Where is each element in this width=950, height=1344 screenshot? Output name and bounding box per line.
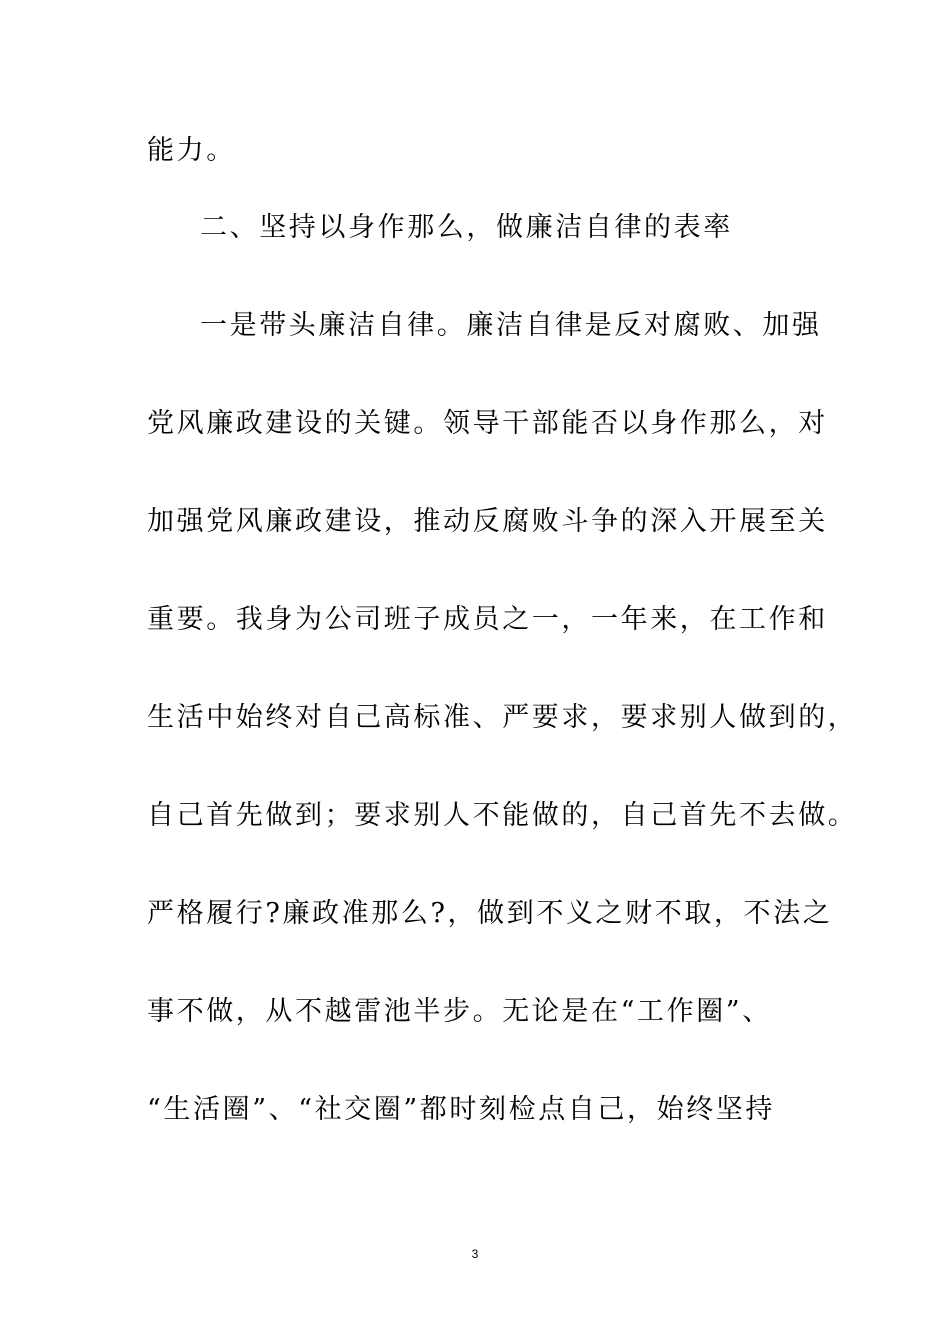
text-line-8: 自己首先做到；要求别人不能做的，自己首先不去做。 xyxy=(147,800,858,831)
text-line-6: 重要。我身为公司班子成员之一，一年来，在工作和 xyxy=(147,604,828,635)
text-line-4: 党风廉政建设的关键。领导干部能否以身作那么，对 xyxy=(147,408,828,439)
page-number: 3 xyxy=(471,1247,479,1261)
text-line-9: 严格履行?廉政准那么?，做到不义之财不取，不法之 xyxy=(147,898,833,929)
text-line-10: 事不做，从不越雷池半步。无论是在“工作圈”、 xyxy=(147,996,772,1027)
text-line-7: 生活中始终对自己高标准、严要求，要求别人做到的， xyxy=(147,702,858,733)
section-heading: 二、坚持以身作那么，做廉洁自律的表率 xyxy=(200,212,733,243)
text-line-3: 一是带头廉洁自律。廉洁自律是反对腐败、加强 xyxy=(200,310,822,341)
text-line-1: 能力。 xyxy=(147,135,236,166)
text-line-11: “生活圈”、“社交圈”都时刻检点自己，始终坚持 xyxy=(147,1094,776,1125)
text-line-5: 加强党风廉政建设，推动反腐败斗争的深入开展至关 xyxy=(147,506,828,537)
